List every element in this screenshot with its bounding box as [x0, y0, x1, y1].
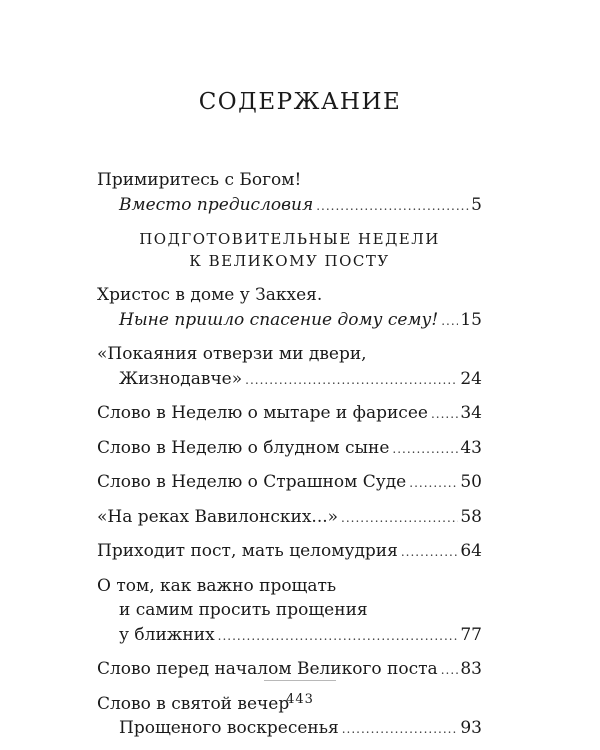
toc-entry[interactable] [97, 657, 482, 683]
toc-entry-title: Слово в святой вечер [97, 693, 290, 714]
toc-page-number: 64 [460, 541, 482, 561]
toc-entry-title-cont: Прощеного воскресенья [119, 718, 339, 738]
dot-leader [316, 194, 469, 219]
table-of-contents [97, 168, 482, 742]
toc-entry[interactable] [97, 283, 482, 333]
dot-leader [441, 658, 459, 683]
toc-entry-subtitle: Вместо предисловия [119, 194, 314, 215]
toc-page-number: 50 [460, 472, 482, 492]
toc-page-number: 34 [460, 403, 482, 423]
toc-page-number: 93 [460, 718, 482, 738]
dot-leader [441, 309, 458, 334]
dot-leader [401, 540, 459, 565]
toc-entry-title: Слово в Неделю о блудном сыне [97, 437, 390, 458]
dot-leader [245, 368, 458, 393]
section-heading-line: ПОДГОТОВИТЕЛЬНЫЕ НЕДЕЛИ [139, 230, 440, 248]
dot-leader [341, 506, 458, 531]
footer-divider [264, 680, 336, 681]
toc-entry-subtitle: Ныне пришло спасение дому сему! [119, 309, 439, 330]
toc-entry[interactable] [97, 342, 482, 392]
dot-leader [409, 471, 458, 496]
toc-page-number: 5 [471, 194, 482, 215]
dot-leader [218, 624, 459, 649]
toc-entry-title: Примиритесь с Богом! [97, 170, 302, 190]
toc-entry-intro[interactable] [97, 168, 482, 218]
toc-entry-title: Приходит пост, мать целомудрия [97, 541, 398, 561]
section-heading-line: К ВЕЛИКОМУ ПОСТУ [189, 252, 390, 270]
toc-entry-title: «Покаяния отверзи ми двери, [97, 344, 367, 364]
toc-entry[interactable] [97, 505, 482, 531]
section-heading [97, 228, 482, 272]
toc-entry-title: Слово в Неделю о Страшном Суде [97, 472, 407, 492]
toc-page-number: 58 [460, 506, 482, 527]
dot-leader [431, 402, 458, 427]
toc-entry-title-cont: Жизнодавче» [119, 368, 243, 389]
toc-entry-title-cont: у ближних [119, 624, 215, 645]
toc-page-number: 15 [460, 309, 482, 330]
toc-page-number: 83 [460, 659, 482, 679]
toc-entry-title: Христос в доме у Закхея. [97, 285, 323, 305]
toc-entry-title: «На реках Вавилонских...» [97, 506, 339, 527]
toc-entry[interactable] [97, 470, 482, 496]
toc-entry[interactable] [97, 539, 482, 565]
toc-entry[interactable] [97, 401, 482, 427]
page-number: 443 [286, 692, 314, 707]
page-title: СОДЕРЖАНИЕ [198, 89, 402, 115]
toc-page-number: 24 [460, 368, 482, 389]
toc-entry[interactable] [97, 574, 482, 649]
toc-page-number: 77 [460, 624, 482, 645]
toc-entry-title-cont: и самим просить прощения [119, 600, 368, 620]
dot-leader [392, 437, 458, 462]
toc-page-number: 43 [460, 437, 482, 458]
dot-leader [342, 717, 459, 742]
toc-entry-title: Слово в Неделю о мытаре и фарисее [97, 403, 428, 423]
toc-entry[interactable] [97, 436, 482, 462]
toc-entry-title: Слово перед началом Великого поста [97, 659, 438, 679]
toc-entry-title: О том, как важно прощать [97, 575, 337, 596]
